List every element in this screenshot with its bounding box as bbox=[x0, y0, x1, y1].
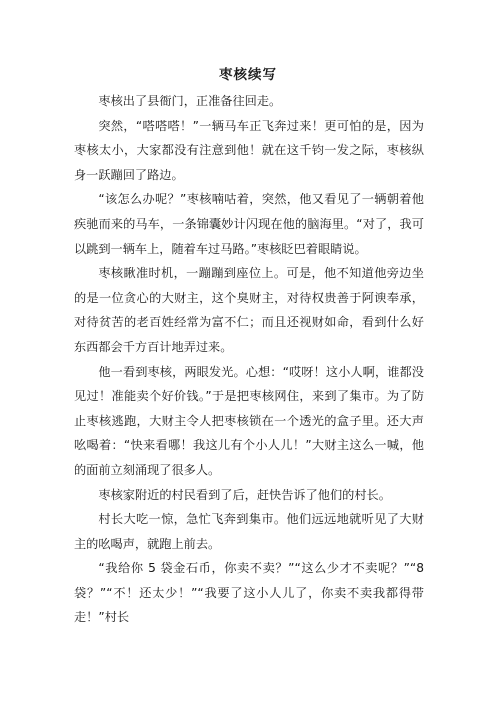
paragraph: “我给你 5 袋金石币，你卖不卖？”“这么少才不卖呢？”“8 袋？”“不！还太少！”“我要了这小人儿了，你卖不卖我都得带走！”村长 bbox=[74, 561, 424, 625]
paragraph: 突然，“嗒嗒嗒！”一辆马车正飞奔过来！更可怕的是，因为枣核太小，大家都没有注意到他！就在这千钧一发之际，枣核纵身一跃蹦回了路边。 bbox=[74, 118, 424, 182]
paragraph: 枣核家附近的村民看到了后，赶快告诉了他们的村长。 bbox=[98, 487, 391, 502]
paragraph: 枣核瞅准时机，一蹦蹦到座位上。可是，他不知道他旁边坐的是一位贪心的大财主，这个臭财主，对待权贵善于阿谀奉承，对待贫苦的老百姓经常为富不仁；而且还视财如命，看到什么好东西都会千方百计地弄过来。 bbox=[74, 266, 424, 354]
paragraph: 枣核出了县衙门，正准备往回走。 bbox=[98, 94, 282, 108]
paragraph: 他一看到枣核，两眼发光。心想：“哎呀！这小人啊，谁都没见过！准能卖个好价钱。”于是把枣核网住，来到了集市。为了防止枣核逃跑，大财主令人把枣核锁在一个透光的盒子里。还大声吆喝着：“快来看哪！我这儿有个小人儿！”大财主这么一喊，他的面前立刻涌现了很多人。 bbox=[74, 364, 424, 477]
paragraph: “该怎么办呢？”枣核喃咕着，突然，他又看见了一辆朝着他疾驰而来的马车，一条锦囊妙计闪现在他的脑海里。“对了，我可以跳到一辆车上，随着车过马路。”枣核眨巴着眼睛说。 bbox=[74, 192, 424, 256]
paragraph: 村长大吃一惊，急忙飞奔到集市。他们远远地就听见了大财主的吆喝声，就跑上前去。 bbox=[74, 512, 424, 551]
document-body bbox=[74, 89, 424, 630]
document-title: 枣核续写 bbox=[219, 67, 277, 83]
